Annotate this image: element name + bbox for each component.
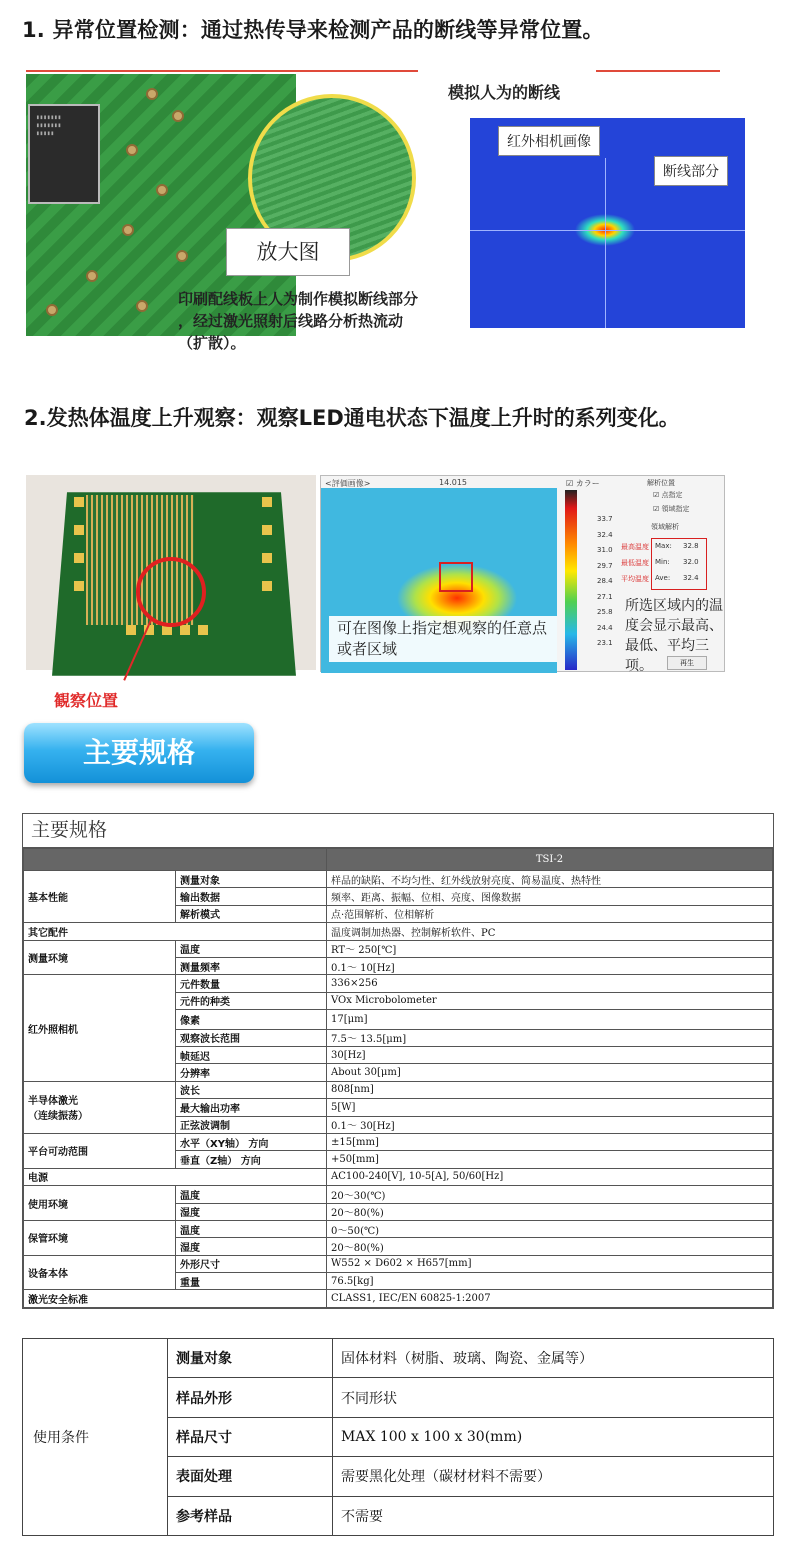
table-row (24, 871, 773, 888)
spec-value: 温度调制加热器、控制解析软件、PC (327, 923, 773, 940)
stat-label-min: 最低温度 (621, 559, 649, 567)
table-row (24, 1168, 773, 1185)
pad (126, 625, 136, 635)
scale-tick: 31.0 (597, 546, 613, 554)
scale-tick: 33.7 (597, 515, 613, 523)
spec-item: 观察波长范围 (176, 1029, 327, 1046)
spec-category: 其它配件 (24, 923, 327, 940)
spec-item: 温度 (176, 940, 327, 957)
spec-item: 分辨率 (176, 1064, 327, 1081)
pad (86, 270, 98, 282)
spec-category: 保管环境 (24, 1220, 176, 1255)
table-row (24, 923, 773, 940)
table-row (24, 1255, 773, 1272)
scale-tick: 24.4 (597, 623, 613, 632)
stat-label-max: 最高温度 (621, 543, 649, 551)
pad (262, 497, 272, 507)
usage-item: 样品外形 (168, 1378, 333, 1417)
spec-value: 0.1～ 10[Hz] (327, 957, 773, 974)
sim-break-label: 模拟人为的断线 (448, 83, 561, 102)
spec-value: 20～30(℃) (327, 1186, 773, 1203)
spec-item: 元件的种类 (176, 992, 327, 1009)
pad (46, 304, 58, 316)
pad (74, 581, 84, 591)
pad (74, 525, 84, 535)
thermal-analysis-screen (320, 475, 725, 672)
pad (262, 553, 272, 563)
spec-item: 湿度 (176, 1203, 327, 1220)
pad (172, 110, 184, 122)
observation-ring (136, 557, 206, 627)
spec-value: 7.5～ 13.5[μm] (327, 1029, 773, 1046)
spec-value: 20～80(%) (327, 1238, 773, 1255)
spec-item: 解析模式 (176, 905, 327, 922)
scale-tick: 23.1 (597, 639, 613, 647)
pad (180, 625, 190, 635)
pad (136, 300, 148, 312)
usage-value: 固体材料（树脂、玻璃、陶瓷、金属等） (333, 1339, 774, 1378)
spec-category: 红外照相机 (24, 975, 176, 1081)
led-board-photo (26, 475, 316, 670)
spec-category: 电源 (24, 1168, 327, 1185)
stat-value-max: 32.8 (683, 542, 699, 550)
play-button[interactable]: 再生 (667, 656, 707, 670)
stat-label-ave: 平均温度 (621, 575, 649, 583)
spec-value: +50[mm] (327, 1151, 773, 1168)
spec-category: 基本性能 (24, 871, 176, 923)
spec-value: 频率、距离、振幅、位相、亮度、图像数据 (327, 888, 773, 905)
spec-item: 测量对象 (176, 871, 327, 888)
table-row (24, 1220, 773, 1237)
stat-key-ave: Ave: (655, 574, 671, 582)
spec-model: TSI-2 (327, 849, 773, 871)
spec-value: W552 × D602 × H657[mm] (327, 1255, 773, 1272)
spec-item: 帧延迟 (176, 1047, 327, 1064)
pad (176, 250, 188, 262)
stat-value-ave: 32.4 (683, 574, 699, 582)
pad (126, 144, 138, 156)
region-analysis-label: 領域解析 (651, 523, 679, 531)
scale-tick: 28.4 (597, 577, 613, 585)
spec-value: 5[W] (327, 1099, 773, 1116)
spec-category: 半导体激光 （连续振荡） (24, 1081, 176, 1133)
usage-item: 样品尺寸 (168, 1417, 333, 1456)
spec-value: About 30[μm] (327, 1064, 773, 1081)
spec-category: 测量环境 (24, 940, 176, 975)
spec-category: 使用环境 (24, 1186, 176, 1221)
panel-title: 解析位置 (647, 479, 675, 487)
table-row (24, 1081, 773, 1098)
pad (156, 184, 168, 196)
stat-value-min: 32.0 (683, 558, 699, 566)
spec-item: 正弦波调制 (176, 1116, 327, 1133)
pad (74, 553, 84, 563)
table-row (24, 975, 773, 992)
spec-item: 垂直（Z轴） 方向 (176, 1151, 327, 1168)
pad (198, 625, 208, 635)
spec-item: 输出数据 (176, 888, 327, 905)
break-part-label: 断线部分 (654, 156, 728, 186)
eval-image-header: <評価画像> (325, 479, 371, 488)
spec-value: 0～50(℃) (327, 1220, 773, 1237)
usage-table (22, 1338, 774, 1536)
table-row (23, 1339, 774, 1378)
spec-item: 温度 (176, 1220, 327, 1237)
spec-item: 温度 (176, 1186, 327, 1203)
pad (74, 497, 84, 507)
spec-item: 测量频率 (176, 957, 327, 974)
spec-item: 像素 (176, 1010, 327, 1030)
spec-value: 808[nm] (327, 1081, 773, 1098)
stat-key-max: Max: (655, 542, 672, 550)
pad (146, 88, 158, 100)
pcb-caption: 印刷配线板上人为制作模拟断线部分 ，经过激光照射后线路分析热流动 （扩散）。 (178, 290, 419, 352)
spec-value: 76.5[kg] (327, 1273, 773, 1290)
spec-header-blank (24, 849, 327, 871)
spec-value: CLASS1, IEC/EN 60825-1:2007 (327, 1290, 773, 1307)
spec-table-title: 主要规格 (23, 814, 773, 848)
usage-item: 测量对象 (168, 1339, 333, 1378)
divider-right (596, 70, 720, 72)
spec-value: 20～80(%) (327, 1203, 773, 1220)
spec-table (22, 813, 774, 1309)
scale-tick: 25.8 (597, 608, 613, 616)
spec-item: 重量 (176, 1273, 327, 1290)
spec-value: 点·范围解析、位相解析 (327, 905, 773, 922)
roi-box[interactable] (439, 562, 473, 592)
stats-side-note: 所选区域内的温度会显示最高、最低、平均三项。 (625, 598, 723, 674)
stat-key-min: Min: (655, 558, 670, 566)
usage-value: 不需要 (333, 1496, 774, 1535)
thermal-note: 可在图像上指定想观察的任意点或者区域 (329, 616, 557, 662)
section1-heading: 1. 异常位置检测：通过热传导来检测产品的断线等异常位置。 (22, 18, 604, 42)
spec-value: RT～ 250[℃] (327, 940, 773, 957)
spec-item: 波长 (176, 1081, 327, 1098)
spec-item: 最大输出功率 (176, 1099, 327, 1116)
table-row (24, 940, 773, 957)
spec-category: 平台可动范围 (24, 1133, 176, 1168)
usage-item: 表面处理 (168, 1457, 333, 1496)
usage-category: 使用条件 (23, 1339, 168, 1536)
ir-camera-label: 红外相机画像 (498, 126, 600, 156)
spec-value: VOx Microbolometer (327, 992, 773, 1009)
zoom-label: 放大图 (226, 228, 350, 276)
spec-value: 17[μm] (327, 1010, 773, 1030)
spec-value: 30[Hz] (327, 1047, 773, 1064)
crosshair-v (605, 158, 606, 328)
spec-item: 水平（XY轴） 方向 (176, 1133, 327, 1150)
ir-camera-image (470, 118, 745, 328)
section2-heading: 2.发热体温度上升观察：观察LED通电状态下温度上升时的系列变化。 (24, 406, 680, 430)
point-option[interactable]: ☑ 点指定 (653, 491, 683, 499)
spec-header-row (24, 849, 773, 871)
usage-value: 不同形状 (333, 1378, 774, 1417)
scale-tick: 29.7 (597, 561, 613, 570)
spec-value: 0.1～ 30[Hz] (327, 1116, 773, 1133)
spec-category: 设备本体 (24, 1255, 176, 1290)
table-row (24, 1290, 773, 1307)
spec-value: 样品的缺陷、不均匀性、红外线放射亮度、简易温度、热特性 (327, 871, 773, 888)
spec-item: 外形尺寸 (176, 1255, 327, 1272)
eval-image-num: 14.015 (439, 478, 467, 487)
region-option[interactable]: ☑ 領域指定 (653, 505, 690, 513)
scale-tick: 27.1 (597, 592, 613, 601)
color-scale-bar (565, 490, 577, 670)
ic-chip: ▮▮▮▮▮▮▮ ▮▮▮▮▮▮▮ ▮▮▮▮▮ (28, 104, 100, 204)
usage-item: 参考样品 (168, 1496, 333, 1535)
spec-category: 激光安全标准 (24, 1290, 327, 1307)
pcb-photo (26, 74, 456, 352)
observe-label: 観察位置 (54, 691, 119, 710)
pad (262, 581, 272, 591)
table-row (24, 1133, 773, 1150)
spec-button[interactable]: 主要规格 (24, 723, 254, 783)
spec-value: AC100-240[V], 10-5[A], 50/60[Hz] (327, 1168, 773, 1185)
spec-value: 336×256 (327, 975, 773, 992)
pad (262, 525, 272, 535)
divider-left (26, 70, 418, 72)
usage-value: 需要黑化处理（碳材材料不需要） (333, 1457, 774, 1496)
table-row (24, 1186, 773, 1203)
spec-value: ±15[mm] (327, 1133, 773, 1150)
spec-item: 湿度 (176, 1238, 327, 1255)
color-checkbox[interactable]: ☑ カラー (566, 479, 600, 488)
crosshair-h (470, 230, 745, 231)
spec-item: 元件数量 (176, 975, 327, 992)
scale-ticks (597, 512, 613, 652)
usage-value: MAX 100 x 100 x 30(mm) (333, 1417, 774, 1456)
pad (122, 224, 134, 236)
scale-tick: 32.4 (597, 530, 613, 539)
